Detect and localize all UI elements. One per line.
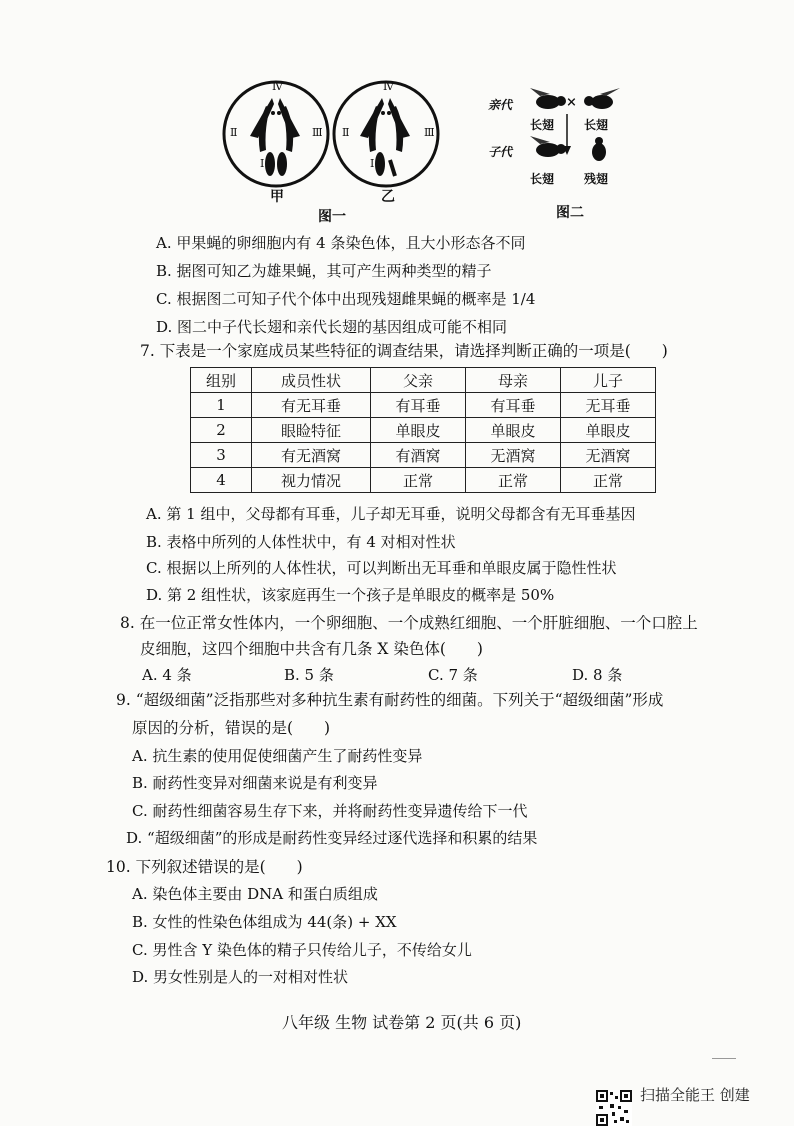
q7-table	[190, 367, 656, 493]
table-header-row	[191, 368, 656, 393]
q7-option-b: B. 表格中所列的人体性状中，有 4 对相对性状	[146, 533, 456, 551]
table-cell: 单眼皮	[466, 418, 561, 443]
q6-option-b: B. 据图可知乙为雄果蝇，其可产生两种类型的精子	[156, 262, 492, 280]
table-row	[191, 393, 656, 418]
table-cell: 有耳垂	[371, 393, 466, 418]
q7-option-c: C. 根据以上所列的人体性状，可以判断出无耳垂和单眼皮属于隐性性状	[146, 559, 617, 577]
watermark-text: 扫描全能王 创建	[640, 1086, 750, 1104]
parents-label: 亲代	[488, 98, 513, 112]
q8-option-b: B. 5 条	[284, 666, 334, 684]
cross-symbol: ×	[566, 95, 577, 110]
table-header-cell: 儿子	[561, 368, 656, 393]
q10-option-c: C. 男性含 Y 染色体的精子只传给儿子，不传给女儿	[132, 941, 472, 959]
figure-two-caption: 图二	[556, 205, 584, 221]
table-header-cell: 母亲	[466, 368, 561, 393]
cell-left-label: 甲	[270, 189, 284, 205]
table-cell: 正常	[466, 468, 561, 493]
table-cell: 2	[191, 418, 252, 443]
parent-1-trait: 长翅	[530, 118, 555, 132]
figure-one-cells	[220, 78, 442, 190]
q8-option-a: A. 4 条	[142, 666, 192, 684]
table-cell: 有无耳垂	[252, 393, 371, 418]
q10-option-d: D. 男女性别是人的一对相对性状	[132, 968, 349, 986]
q9-option-c: C. 耐药性细菌容易生存下来，并将耐药性变异遗传给下一代	[132, 802, 528, 820]
table-cell: 无耳垂	[561, 393, 656, 418]
fly-offspring-1	[528, 134, 570, 162]
table-cell: 有无酒窝	[252, 443, 371, 468]
q6-option-d: D. 图二中子代长翅和亲代长翅的基因组成可能不相同	[156, 318, 508, 336]
offspring-label: 子代	[488, 145, 513, 159]
chromosome-label-ii-left: Ⅱ	[230, 126, 238, 139]
table-header-cell: 成员性状	[252, 368, 371, 393]
table-cell: 有耳垂	[466, 393, 561, 418]
q9-stem-line2: 原因的分析，错误的是( )	[132, 719, 331, 737]
parent-2-trait: 长翅	[584, 118, 609, 132]
fly-parent-2	[580, 86, 622, 114]
q10-option-a: A. 染色体主要由 DNA 和蛋白质组成	[132, 885, 378, 903]
table-cell: 1	[191, 393, 252, 418]
table-cell: 单眼皮	[371, 418, 466, 443]
chromosome-label-i-left: Ⅰ	[260, 157, 265, 170]
chromosome-label-i-right: Ⅰ	[370, 157, 375, 170]
table-cell: 无酒窝	[561, 443, 656, 468]
q9-option-a: A. 抗生素的使用促使细菌产生了耐药性变异	[132, 747, 423, 765]
divider	[712, 1058, 736, 1059]
q7-option-d: D. 第 2 组性状，该家庭再生一个孩子是单眼皮的概率是 50%	[146, 586, 555, 604]
q9-option-d: D. “超级细菌”的形成是耐药性变异经过逐代选择和积累的结果	[126, 829, 538, 847]
fly-offspring-2	[584, 136, 614, 164]
table-cell: 无酒窝	[466, 443, 561, 468]
table-cell: 正常	[561, 468, 656, 493]
q8-option-d: D. 8 条	[572, 666, 623, 684]
q7-stem: 7. 下表是一个家庭成员某些特征的调查结果，请选择判断正确的一项是( )	[140, 342, 668, 360]
chromosome-label-ii-right: Ⅱ	[342, 126, 350, 139]
chromosome-label-iii-left: Ⅲ	[312, 126, 323, 139]
q6-option-a: A. 甲果蝇的卵细胞内有 4 条染色体，且大小形态各不同	[156, 234, 526, 252]
chromosome-label-iv-left: Ⅳ	[272, 80, 283, 93]
table-row	[191, 418, 656, 443]
fly-parent-1	[528, 86, 570, 114]
table-cell: 正常	[371, 468, 466, 493]
q8-stem-line1: 8. 在一位正常女性体内，一个卵细胞、一个成熟红细胞、一个肝脏细胞、一个口腔上	[120, 614, 698, 632]
q9-stem-line1: 9. “超级细菌”泛指那些对多种抗生素有耐药性的细菌。下列关于“超级细菌”形成	[116, 691, 664, 709]
cell-right	[334, 82, 438, 186]
page-footer: 八年级 生物 试卷第 2 页(共 6 页)	[282, 1013, 522, 1032]
offspring-2-trait: 残翅	[584, 172, 609, 186]
figure-one-caption: 图一	[318, 209, 346, 225]
table-cell: 单眼皮	[561, 418, 656, 443]
table-cell: 视力情况	[252, 468, 371, 493]
q7-option-a: A. 第 1 组中，父母都有耳垂，儿子却无耳垂，说明父母都含有无耳垂基因	[146, 505, 636, 523]
q9-option-b: B. 耐药性变异对细菌来说是有利变异	[132, 774, 378, 792]
cell-right-label: 乙	[381, 189, 395, 205]
q8-stem-line2: 皮细胞，这四个细胞中共含有几条 X 染色体( )	[140, 640, 483, 658]
q10-option-b: B. 女性的性染色体组成为 44(条) + XX	[132, 913, 397, 931]
table-row	[191, 468, 656, 493]
chromosome-label-iv-right: Ⅳ	[383, 80, 394, 93]
table-cell: 3	[191, 443, 252, 468]
table-cell: 4	[191, 468, 252, 493]
table-row	[191, 443, 656, 468]
chromosome-label-iii-right: Ⅲ	[424, 126, 435, 139]
q8-option-c: C. 7 条	[428, 666, 478, 684]
qr-code-icon	[596, 1090, 632, 1126]
offspring-1-trait: 长翅	[530, 172, 555, 186]
table-cell: 有酒窝	[371, 443, 466, 468]
table-header-cell: 组别	[191, 368, 252, 393]
q6-option-c: C. 根据图二可知子代个体中出现残翅雌果蝇的概率是 1/4	[156, 290, 536, 308]
table-cell: 眼睑特征	[252, 418, 371, 443]
q10-stem: 10. 下列叙述错误的是( )	[106, 858, 303, 876]
table-header-cell: 父亲	[371, 368, 466, 393]
